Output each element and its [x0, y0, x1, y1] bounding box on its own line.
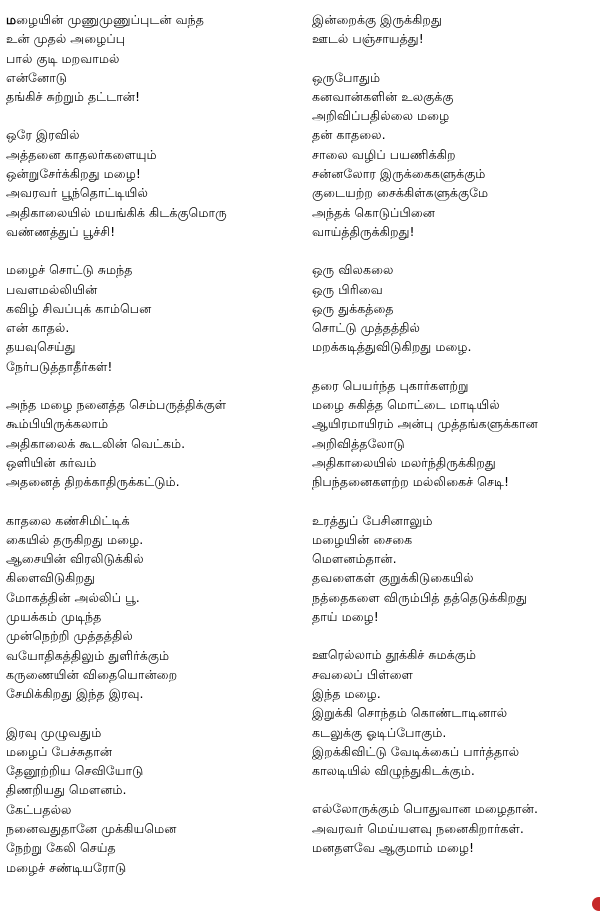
poem-line: இன்றைக்கு இருக்கிறது [312, 12, 442, 27]
poem-line: சன்னலோர இருக்கைகளுக்கும் [312, 166, 486, 182]
poem-line: மௌனம்தான். [312, 551, 397, 567]
poem-line: ஒரு விலகலை [312, 262, 394, 278]
poem-line: அவரவர் மெய்யளவு நனைகிறார்கள். [312, 820, 524, 836]
poem-line: கையில் தருகிறது மழை. [6, 531, 144, 547]
poem-line: கவிழ் சிவப்புக் காம்பென [6, 300, 152, 316]
poem-line: கேட்பதல்ல [6, 801, 72, 817]
poem-line: வண்ணத்துப் பூச்சி! [6, 223, 116, 239]
poem-line: தவளைகள் குறுக்கிடுகையில் [312, 570, 474, 586]
poem-line: தேனூற்றிய செவியோடு [6, 763, 144, 779]
stanza [312, 799, 597, 857]
poem-line: கூம்பியிருக்கலாம் [6, 416, 109, 432]
poem-line: ஆசையின் விரலிடுக்கில் [6, 551, 144, 567]
poem-line: மழைச் சண்டியரோடு [6, 859, 127, 875]
poem-line: இந்த மழை. [312, 685, 381, 701]
poem-line: பால் குடி மறவாமல் [6, 50, 120, 66]
poem-line: இறுக்கி சொந்தம் கொண்டாடினால் [312, 705, 508, 721]
poem-left-column [6, 10, 300, 896]
poem-line: மழையின் சைகை [312, 531, 413, 547]
poem-line: குடையற்ற சைக்கிள்களுக்குமே [312, 185, 489, 201]
poem-line: நிபந்தனைகளற்ற மல்லிகைச் செடி! [312, 474, 509, 490]
poem-line: ஒரே இரவில் [6, 127, 80, 143]
poem-line: ஒரு துக்கத்தை [312, 300, 394, 316]
poem-line: தன் காதலை. [312, 127, 386, 143]
poem-right-column [312, 10, 597, 876]
poem-line: அந்தக் கொடுப்பினை [312, 204, 436, 220]
poem-line: எல்லோருக்கும் பொதுவான மழைதான். [312, 801, 538, 817]
poem-line: அவரவர் பூந்தொட்டியில் [6, 185, 148, 201]
poem-line: சேமிக்கிறது இந்த இரவு. [6, 686, 144, 702]
poem-line: தயவுசெய்து [6, 339, 76, 355]
poem-line: இறக்கிவிட்டு வேடிக்கைப் பார்த்தால் [312, 743, 520, 759]
poem-line: நத்தைகளை விரும்பித் தத்தெடுக்கிறது [312, 589, 528, 605]
stanza [312, 10, 597, 49]
stanza [312, 645, 597, 780]
stanza [6, 10, 300, 106]
poem-line: மனதளவே ஆகுமாம் மழை! [312, 839, 475, 855]
poem-line: கடலுக்கு ஓடிப்போகும். [312, 724, 447, 740]
poem-line: மறக்கடித்துவிடுகிறது மழை. [312, 339, 472, 355]
poem-line: காலடியில் விழுந்துகிடக்கும். [312, 763, 475, 779]
poem-line: ஊடல் பஞ்சாயத்து! [312, 31, 424, 47]
poem-line: ஒருபோதும் [312, 69, 381, 85]
poem-line: வாய்த்திருக்கிறது! [312, 223, 415, 239]
poem-line: கிளைவிடுகிறது [6, 570, 95, 586]
poem-line: வயோதிகத்திலும் துளிர்க்கும் [6, 647, 170, 663]
poem-line: மழையின் முணுமுணுப்புடன் வந்த [6, 12, 204, 27]
poem-line: சவலைப் பிள்ளை [312, 666, 413, 682]
stanza [312, 68, 597, 242]
poem-line: அத்தனை காதலர்களையும் [6, 146, 157, 162]
poem-line: காதலை கண்சிமிட்டிக் [6, 512, 130, 528]
poem-line: மழை சுகித்த மொட்டை மாடியில் [312, 397, 500, 413]
poem-line: கருணையின் விதையொன்றை [6, 666, 178, 682]
poem-line: சாலை வழிப் பயணிக்கிற [312, 146, 456, 162]
page-corner-marker-icon [592, 897, 600, 911]
poem-line: தரை பெயர்ந்த புகார்களற்று [312, 377, 469, 393]
poem-line: மழைச் சொட்டு சுமந்த [6, 262, 133, 278]
poem-line: என்னோடு [6, 69, 68, 85]
poem-line: ஒளியின் கர்வம் [6, 454, 97, 470]
poem-line: அந்த மழை நனைத்த செம்பருத்திக்குள் [6, 397, 227, 413]
poem-line: தாய் மழை! [312, 609, 379, 625]
stanza [6, 511, 300, 704]
poem-line: நேர்படுத்தாதீர்கள்! [6, 358, 113, 374]
poem-line: என் காதல். [6, 320, 70, 336]
poem-line: தங்கிச் சுற்றும் தட்டான்! [6, 89, 141, 105]
poem-line: ஊரெல்லாம் தூக்கிச் சுமக்கும் [312, 647, 477, 663]
poem-line: அதிகாலையில் மயங்கிக் கிடக்குமொரு [6, 204, 227, 220]
stanza [6, 395, 300, 491]
poem-line: அறிவிப்பதில்லை மழை [312, 108, 450, 124]
poem-line: சொட்டு முத்தத்தில் [312, 320, 420, 336]
poem-line: ஒன்றுசேர்க்கிறது மழை! [6, 166, 141, 182]
poem-line: உன் முதல் அழைப்பு [6, 31, 126, 47]
poem-line: அதிகாலையில் மலர்ந்திருக்கிறது [312, 454, 496, 470]
poem-line: உரத்துப் பேசினாலும் [312, 512, 433, 528]
poem-line: ஒரு பிரிவை [312, 281, 383, 297]
stanza [6, 125, 300, 241]
poem-line: அதனைத் திறக்காதிருக்கட்டும். [6, 474, 180, 490]
poem-line: நனைவதுதானே முக்கியமென [6, 820, 177, 836]
poem-line: ஆயிரமாயிரம் அன்பு முத்தங்களுக்கான [312, 416, 538, 432]
stanza [312, 511, 597, 627]
stanza [6, 723, 300, 877]
poem-line: நேற்று கேலி செய்த [6, 840, 116, 856]
poem-line: அதிகாலைக் கூடலின் வெட்கம். [6, 435, 186, 451]
stanza [312, 376, 597, 492]
poem-line: இரவு முழுவதும் [6, 724, 102, 740]
poem-line: கனவான்களின் உலகுக்கு [312, 88, 454, 104]
poem-line: பவளமல்லியின் [6, 281, 98, 297]
stanza [6, 260, 300, 376]
stanza [312, 260, 597, 356]
poem-line: மழைப் பேச்சுதான் [6, 743, 113, 759]
poem-line: அறிவித்தலோடு [312, 435, 405, 451]
poem-line: திணறியது மௌனம். [6, 782, 127, 798]
poem-line: மோகத்தின் அல்லிப் பூ. [6, 589, 140, 605]
poem-line: முயக்கம் முடிந்த [6, 609, 102, 625]
poem-line: முன்நெற்றி முத்தத்தில் [6, 628, 133, 644]
